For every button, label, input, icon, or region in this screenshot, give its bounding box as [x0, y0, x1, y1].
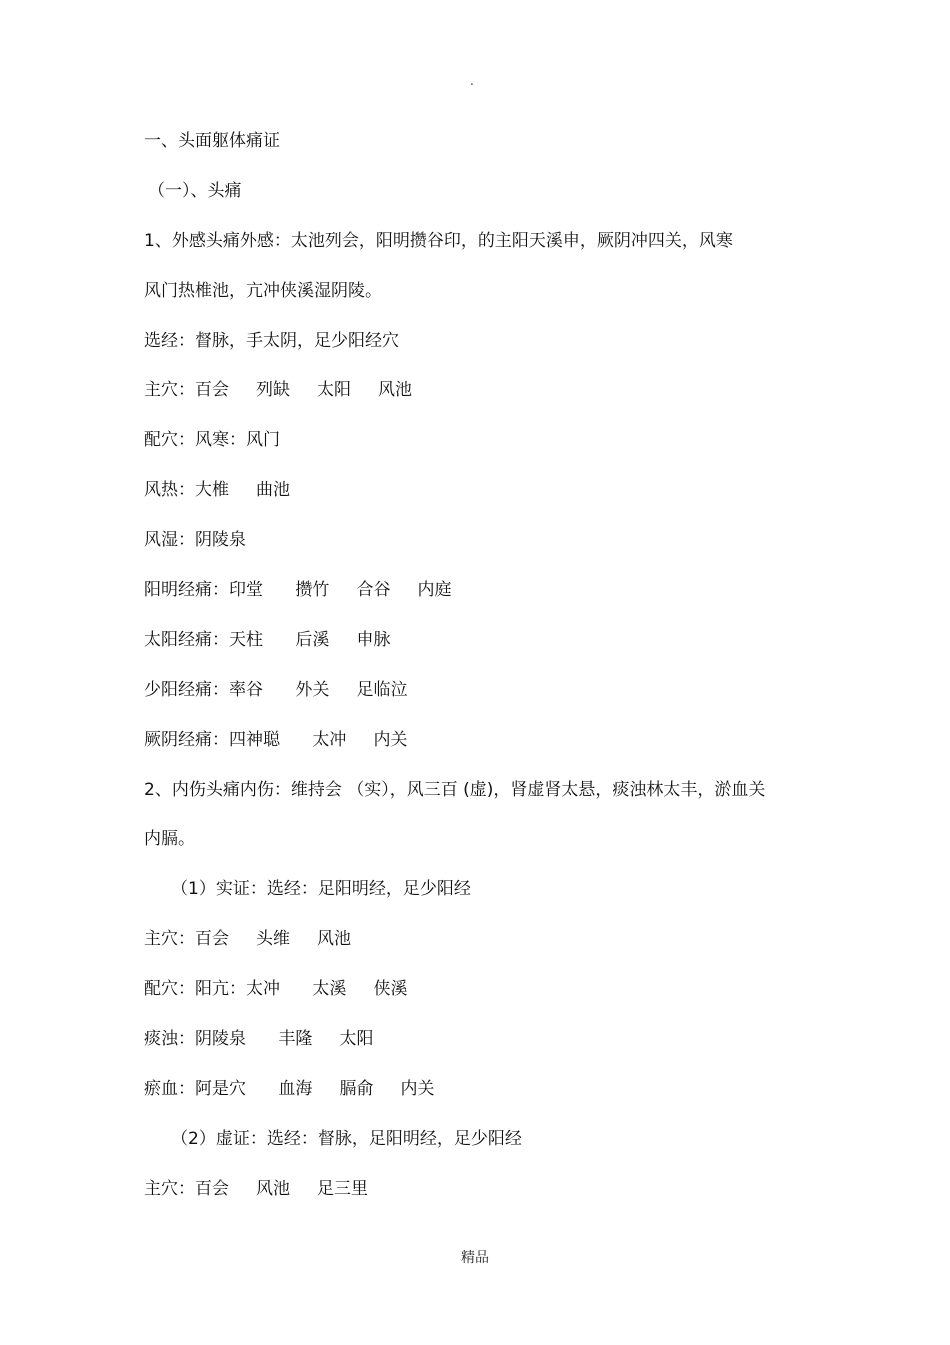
subsection-heading: （一）、头痛	[148, 180, 242, 201]
text-line: 瘀血：阿是穴 血海 膈俞 内关	[144, 1078, 435, 1099]
text-line: 主穴：百会 风池 足三里	[144, 1178, 369, 1199]
page-dot: .	[470, 74, 474, 88]
document-body	[144, 128, 824, 1226]
text-line: 风湿：阴陵泉	[144, 530, 246, 551]
text-line: 配穴：风寒：风门	[144, 430, 280, 451]
text-line: 主穴：百会 列缺 太阳 风池	[144, 380, 413, 401]
text-line: 厥阴经痛：四神聪 太冲 内关	[144, 729, 408, 750]
text-line: 阳明经痛：印堂 攒竹 合谷 内庭	[144, 580, 452, 601]
subitem-heading: （1）实证：选经：足阳明经，足少阳经	[171, 879, 471, 900]
text-line: 配穴：阳亢：太冲 太溪 侠溪	[144, 979, 408, 1000]
text-line: 少阳经痛：率谷 外关 足临泣	[144, 679, 408, 700]
text-line: 2、内伤头痛内伤：维持会 （实），风三百 (虚)，肾虚肾太悬，痰浊林太丰，淤血关	[144, 779, 766, 800]
text-line: 风热：大椎 曲池	[144, 480, 291, 501]
section-heading: 一、头面躯体痛证	[144, 131, 280, 151]
text-line: 风门热椎池，亢冲侠溪湿阴陵。	[144, 280, 382, 301]
page-footer: 精品	[461, 1250, 489, 1266]
text-line: 太阳经痛：天柱 后溪 申脉	[144, 629, 391, 650]
text-line: 主穴：百会 头维 风池	[144, 929, 352, 950]
text-line: 痰浊：阴陵泉 丰隆 太阳	[144, 1029, 374, 1050]
subitem-heading: （2）虚证：选经：督脉，足阳明经，足少阳经	[171, 1128, 522, 1149]
text-line: 内膈。	[144, 829, 195, 850]
text-line: 1、外感头痛外感：太池列会，阳明攒谷印，的主阳天溪申，厥阴冲四关，风寒	[144, 230, 733, 251]
text-line: 选经：督脉，手太阴，足少阳经穴	[144, 330, 399, 351]
